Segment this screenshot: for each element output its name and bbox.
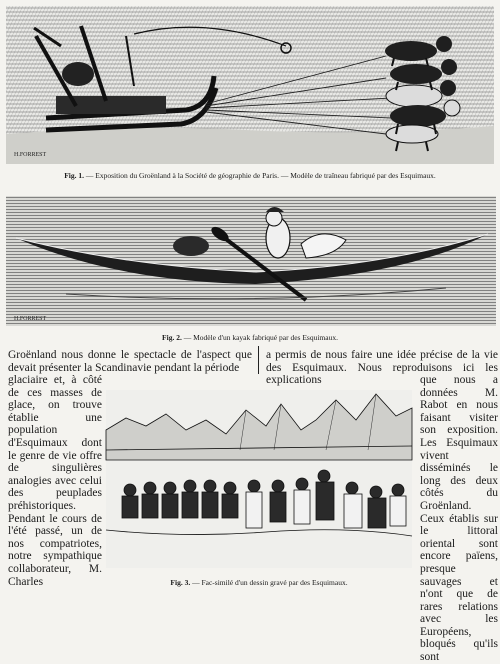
figure-3-caption-text: — Fac-similé d'un dessin gravé par des Esquimaux.	[192, 578, 348, 587]
figure-3-caption	[106, 578, 412, 587]
left-column-narrow: glaciaire et, à côté de ces masses de glace, on trouve établie une population d'Esquimaux dont le genre de vie offre de singulières analogies avec celui des peuplades préhistoriques. Pendant le cours de l'été passé, un de nos compatriotes, notre sympathique collaborateur, M. Charles	[8, 374, 102, 588]
figure-2-kayak-engraving	[6, 196, 496, 326]
fig1-signature: H.FORREST	[14, 152, 47, 158]
figure-1-caption-text: — Exposition du Groënland à la Société de géographie de Paris. — Modèle de traîneau fabriqué par des Esquimaux.	[85, 171, 436, 180]
fig2-signature: H.FORREST	[14, 316, 47, 322]
figure-2-caption-text: — Modèle d'un kayak fabriqué par des Esquimaux.	[183, 333, 338, 342]
column-divider	[258, 346, 259, 374]
figure-1-label: Fig. 1.	[64, 171, 84, 180]
right-column-full: a permis de nous faire une idée précise de la vie des Esquimaux. Nous reproduisons ici les explications	[266, 349, 498, 387]
figure-2-caption	[0, 333, 500, 342]
right-column-narrow: que nous a données M. Rabot en nous faisant visiter son exposition. Les Esquimaux vivent disséminés le long des deux côtés du Groënland. Ceux établis sur le littoral oriental sont encore païens, presque sauvages et n'ont que de rares relations avec les Européens, bloqués qu'ils sont	[420, 374, 498, 664]
figure-1-sledge-engraving	[6, 6, 494, 164]
figure-1-caption	[0, 171, 500, 180]
figure-3-eskimo-engraving	[106, 390, 412, 568]
engraved-figures	[122, 470, 406, 528]
left-column-full: Groënland nous donne le spectacle de l'aspect que devait présenter la Scandinavie pendant la période	[8, 349, 252, 374]
figure-2-label: Fig. 2.	[162, 333, 182, 342]
figure-3-label: Fig. 3.	[170, 578, 191, 587]
